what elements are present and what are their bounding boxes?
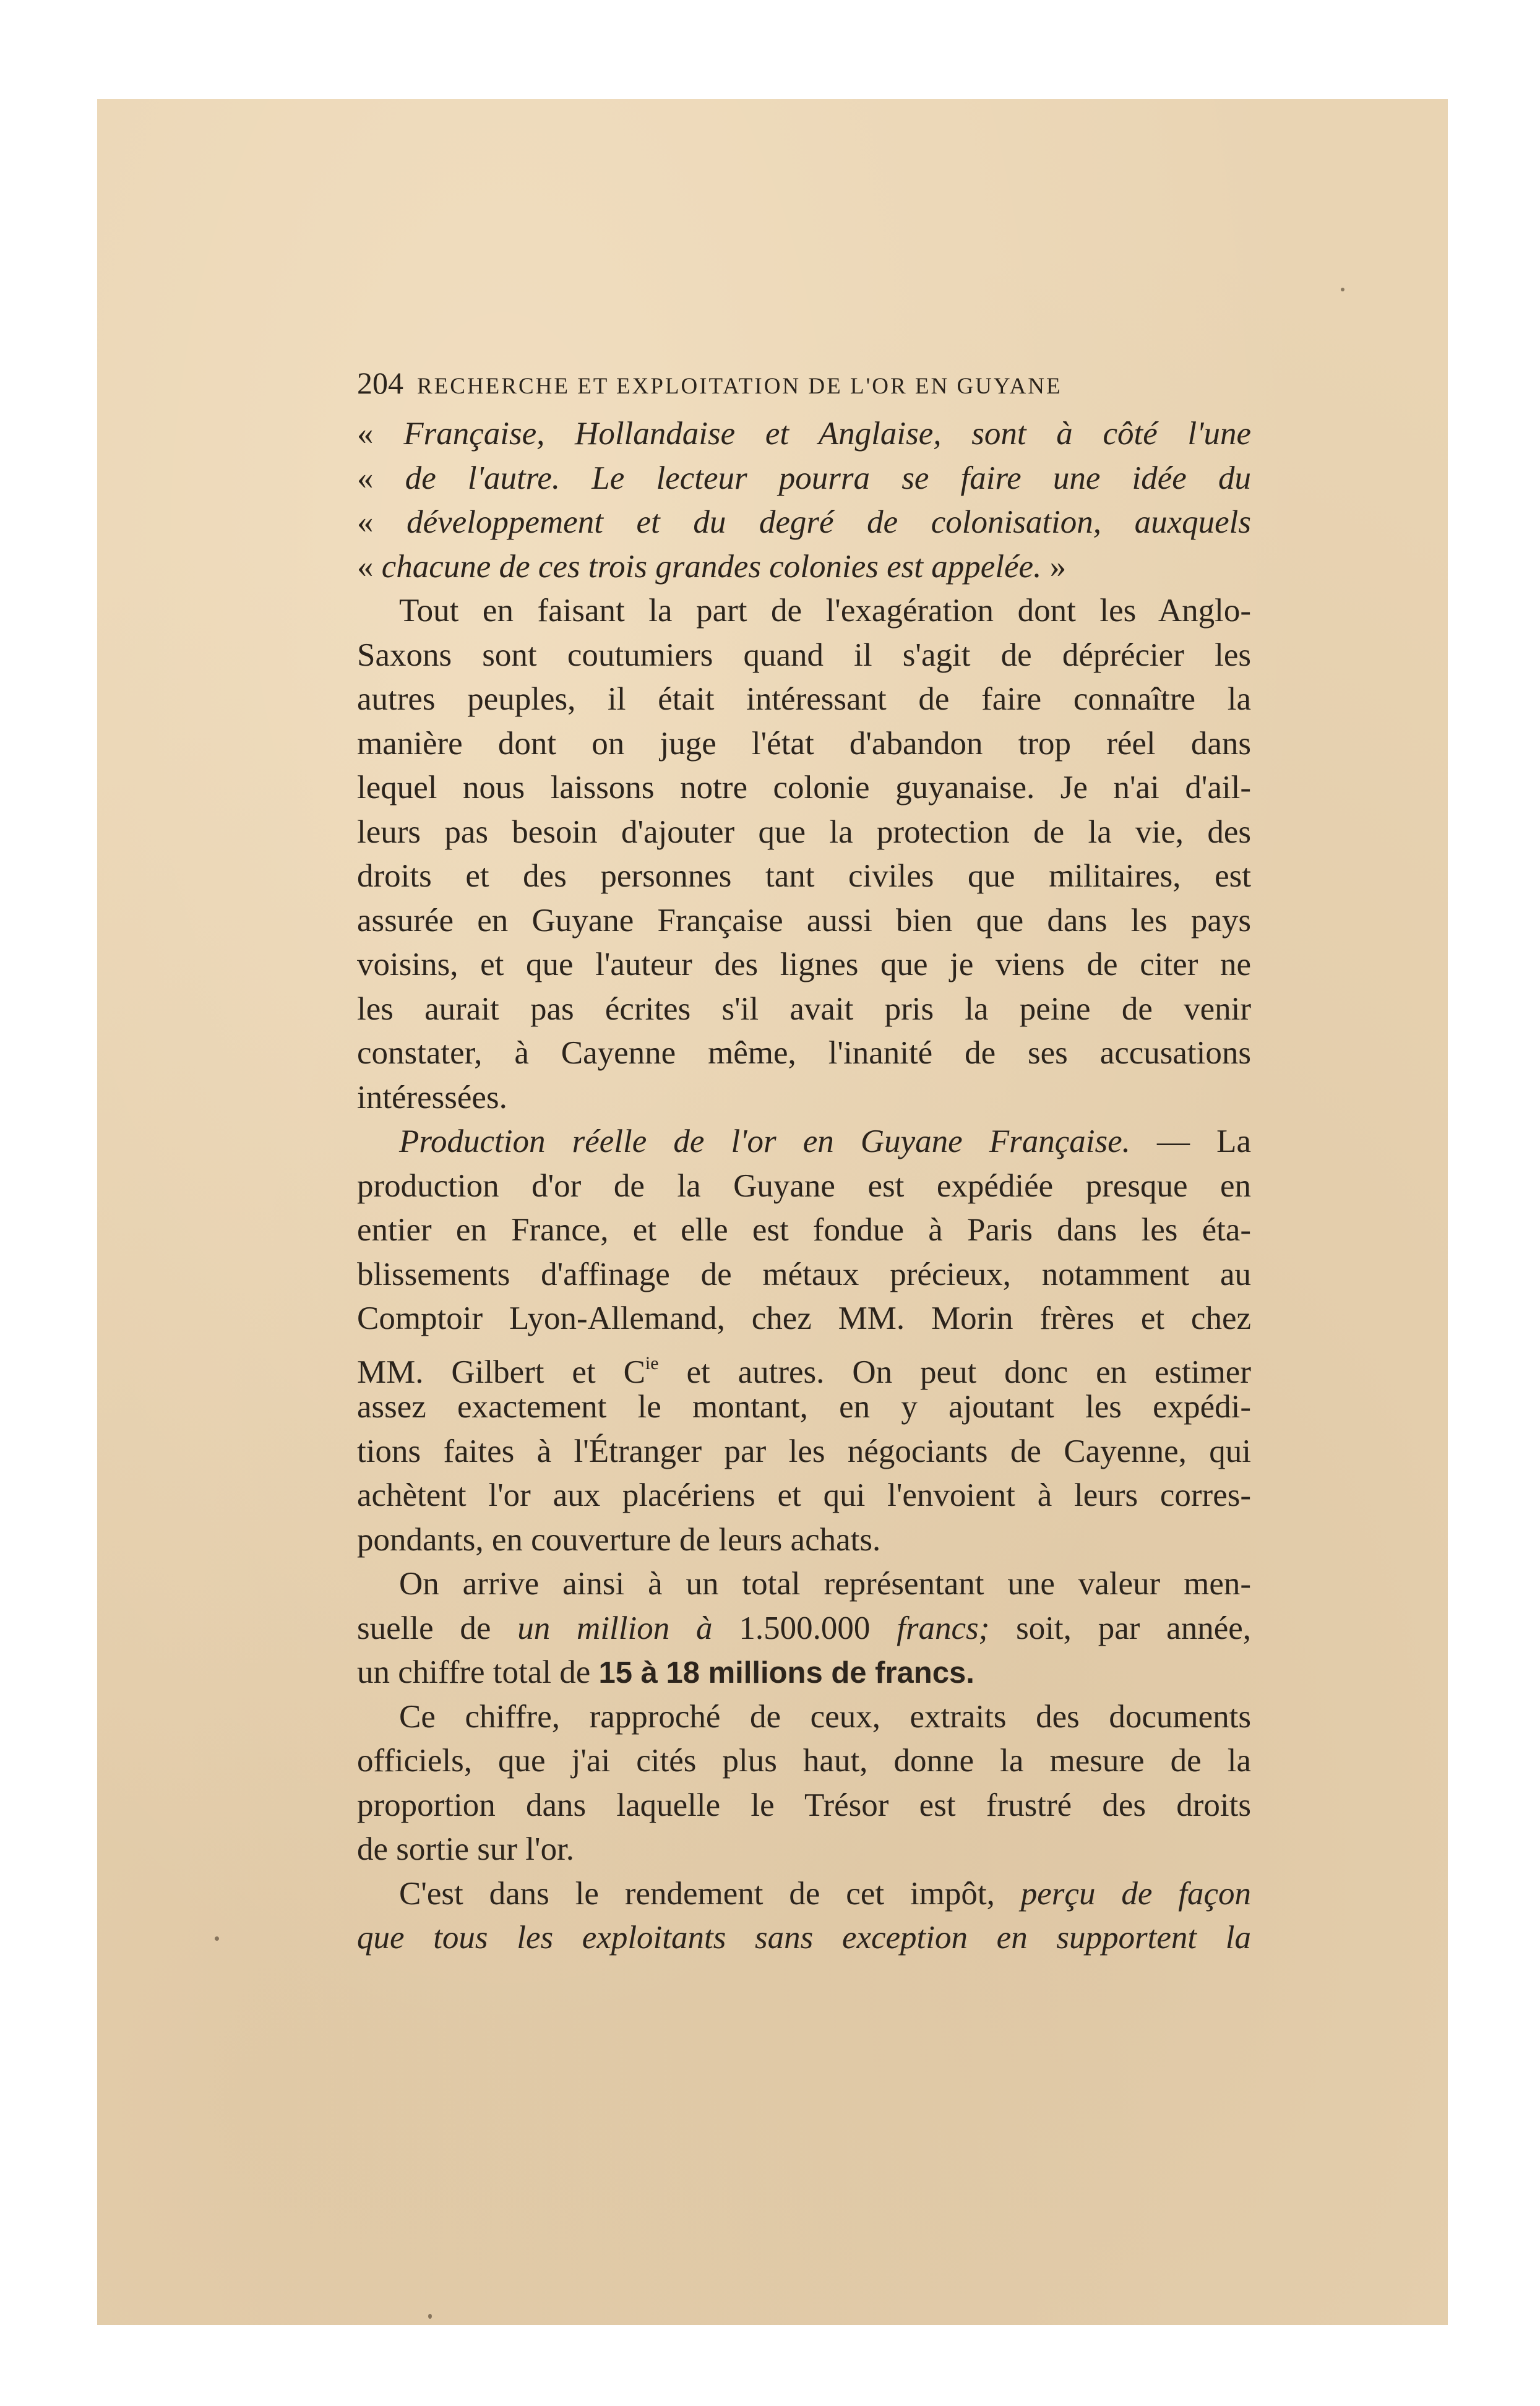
text-line: lequel nous laissons notre colonie guyanaise. Je n'ai d'ail- <box>357 770 1251 806</box>
text-line: manière dont on juge l'état d'abandon trop réel dans <box>357 725 1251 762</box>
text-line: tions faites à l'Étranger par les négociants de Cayenne, qui <box>357 1433 1251 1469</box>
text-line: leurs pas besoin d'ajouter que la protection de la vie, des <box>357 814 1251 850</box>
paper-speck <box>215 1936 219 1941</box>
text-line: constater, à Cayenne même, l'inanité de ses accusations <box>357 1035 1251 1071</box>
section-heading-line: Production réelle de l'or en Guyane Française. — La <box>399 1124 1252 1159</box>
text-line: droits et des personnes tant civiles que militaires, est <box>357 858 1251 894</box>
text-line: assez exactement le montant, en y ajoutant les expédi- <box>357 1389 1251 1425</box>
text-line: de sortie sur l'or. <box>357 1831 575 1867</box>
text-line: production d'or de la Guyane est expédiée presque en <box>357 1167 1251 1204</box>
running-title: RECHERCHE ET EXPLOITATION DE L'OR EN GUYANE <box>417 374 1062 399</box>
text-line: blissements d'affinage de métaux précieux, notamment au <box>357 1256 1251 1292</box>
text-line: MM. Gilbert et $C^{ie}$ et autres. On peut donc en estimer <box>357 1352 1251 1390</box>
text-line: C'est dans le rendement de cet impôt, perçu de façon <box>399 1875 1251 1912</box>
text-line: intéressées. <box>357 1079 507 1115</box>
text-line: proportion dans laquelle le Trésor est frustré des droits <box>357 1787 1251 1823</box>
text-line: Saxons sont coutumiers quand il s'agit de déprécier les <box>357 637 1251 673</box>
text-line: On arrive ainsi à un total représentant une valeur men- <box>399 1566 1251 1602</box>
text-line: « chacune de ces trois grandes colonies est appelée. » <box>357 548 1067 585</box>
page-number: 204 <box>357 366 403 400</box>
text-line: « Française, Hollandaise et Anglaise, sont à côté l'une <box>357 416 1252 452</box>
text-line: officiels, que j'ai cités plus haut, donne la mesure de la <box>357 1743 1251 1779</box>
text-line: Comptoir Lyon-Allemand, chez MM. Morin frères et chez <box>357 1300 1251 1336</box>
text-line: suelle de un million à 1.500.000 francs; soit, par année, <box>357 1610 1251 1646</box>
text-line: « développement et du degré de colonisation, auxquels <box>357 504 1251 540</box>
text-line: Ce chiffre, rapproché de ceux, extraits des documents <box>399 1698 1251 1735</box>
text-line: entier en France, et elle est fondue à Paris dans les éta- <box>357 1212 1251 1248</box>
text-line: « de l'autre. Le lecteur pourra se faire une idée du <box>357 460 1251 496</box>
text-line: pondants, en couverture de leurs achats. <box>357 1521 881 1558</box>
running-header <box>357 365 1251 403</box>
text-line: autres peuples, il était intéressant de faire connaître la <box>357 681 1251 717</box>
text-line: les aurait pas écrites s'il avait pris la peine de venir <box>357 990 1251 1027</box>
text-line: que tous les exploitants sans exception en supportent la <box>357 1920 1251 1956</box>
paper-speck <box>428 2314 432 2319</box>
paper-speck <box>1341 288 1344 291</box>
text-line: Tout en faisant la part de l'exagération dont les Anglo- <box>399 593 1251 629</box>
page-text <box>357 365 1251 1961</box>
text-line: voisins, et que l'auteur des lignes que je viens de citer ne <box>357 947 1251 982</box>
book-page <box>97 99 1448 2325</box>
text-line: assurée en Guyane Française aussi bien que dans les pays <box>357 902 1251 939</box>
text-line: un chiffre total de 15 à 18 millions de francs. <box>357 1654 974 1690</box>
text-line: achètent l'or aux placériens et qui l'envoient à leurs corres- <box>357 1477 1251 1513</box>
